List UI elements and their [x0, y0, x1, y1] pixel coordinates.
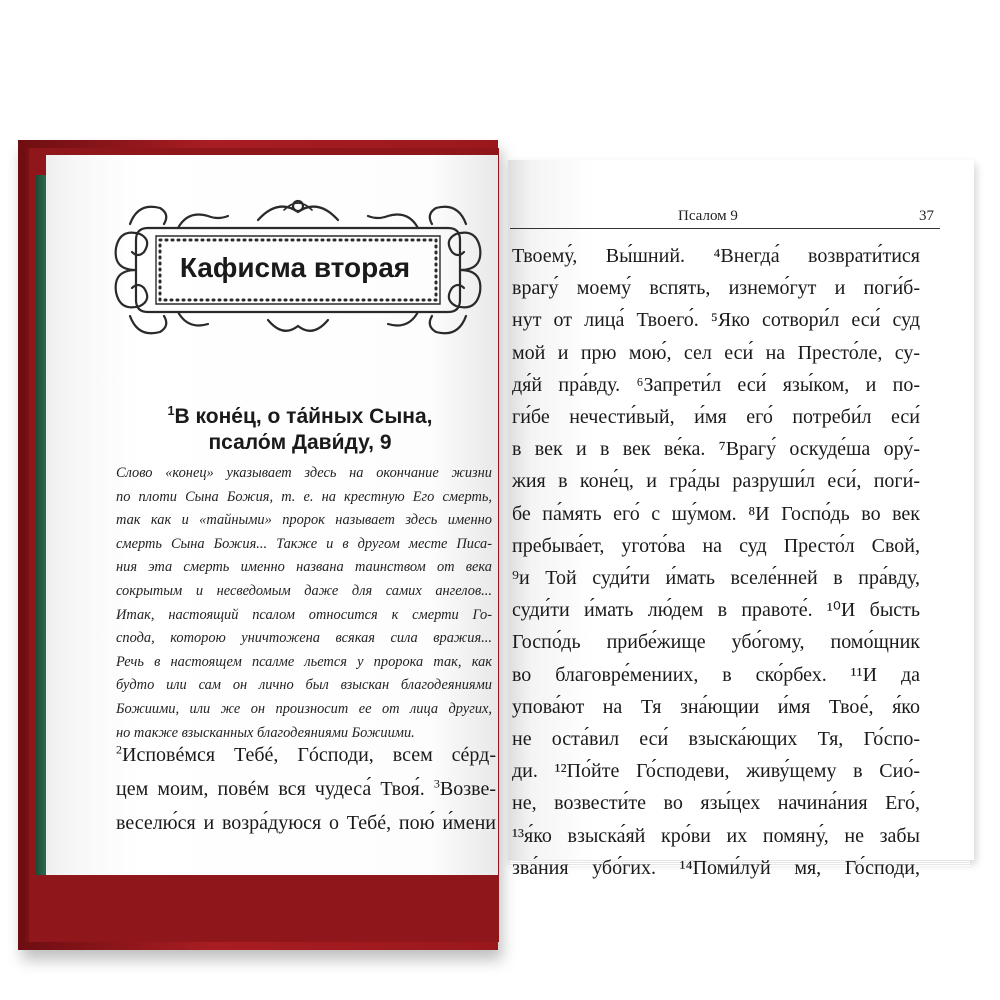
text-line: жия в коне́ц, и гра́ды разруши́л еси́, поги́- — [512, 470, 920, 493]
running-title: Псалом 9 — [678, 208, 738, 224]
text-line: упова́ют на Тя зна́ющии и́мя Твое́, я́ко — [512, 695, 920, 718]
text-line: нут от лица́ Твоего́. ⁵Яко сотвори́л еси́ суд — [512, 309, 920, 332]
text-line: во благовре́мениих, в ско́рбех. ¹¹И да — [512, 663, 920, 686]
commentary-line: спода, которою уничтожена всякая сила вражия... — [116, 630, 492, 647]
commentary-block — [116, 462, 492, 745]
text-line: бе па́мять его́ с шу́мом. ⁸И Госпо́дь во век — [512, 502, 920, 525]
commentary-line: будто или сам он лично был взыскан благодеяниями — [116, 677, 492, 694]
left-verse-text — [116, 738, 496, 840]
text-line: ги́бе нечести́вый, и́мя его́ потреби́л еси́ — [512, 406, 920, 429]
text-line: ¹³я́ко взыска́яй кро́ви их помяну́, не забы — [512, 824, 920, 847]
text-line: Госпо́дь прибе́жище убо́гому, помо́щник — [512, 631, 920, 654]
text-line: Твоему́, Вы́шний. ⁴Внегда́ возврати́тися — [512, 245, 920, 267]
commentary-line: Итак, настоящий псалом относится к смерти Го- — [116, 606, 492, 623]
text-line: дя́й пра́вду. ⁶Запрети́л еси́ язы́ком, и по- — [512, 373, 920, 396]
page-number: 37 — [919, 208, 934, 224]
commentary-line: сокрытым и несведомым даже для самих ангелов... — [116, 582, 492, 599]
verse-number: 3 — [433, 776, 440, 791]
text-line: ⁹и Той суди́ти и́мать вселе́нней в пра́вду, — [512, 567, 920, 590]
commentary-line: но также взысканных благодеяниями Божиими. — [116, 724, 415, 741]
text-line: суди́ти и́мать лю́дем в правоте́. ¹⁰И бысть — [512, 599, 920, 622]
verse-number: 2 — [116, 742, 122, 757]
text-line: пребыва́ет, угото́ва на суд Престо́л Свой, — [512, 534, 920, 557]
commentary-line: ния эта смерть именно названа таинством от века — [116, 559, 492, 576]
running-head — [510, 206, 940, 229]
kathisma-title: Кафисма вторая — [179, 252, 411, 283]
psalm-heading-line-2: псало́м Дави́ду, 9 — [208, 431, 392, 454]
commentary-line: так как и «тайными» пророк называет здесь именно — [116, 512, 492, 529]
commentary-line: смерть Сына Божия... Также и в другом месте Писа- — [116, 535, 492, 552]
verse-line: цем моим, повéм вся чудеса́ Твоя́. $^3$Возве- — [116, 776, 496, 800]
text-line: не, возвести́те во язы́цех начина́ния Его́, — [512, 792, 920, 815]
commentary-line: Слово «конец» указывает здесь на окончание жизни — [116, 465, 492, 481]
psalm-heading-line-1: В коне́ц, о та́йных Сына, — [174, 405, 433, 428]
text-line: мой и прю мою́, сел еси́ на Престо́ле, су- — [512, 341, 920, 364]
text-line: зва́ния убо́гих. ¹⁴Поми́луй мя, Го́споди, — [512, 856, 920, 879]
verse-number: 1 — [167, 404, 175, 418]
verse-line: веселю́ся и возра́дуюся о Тебé, пою́ и́мени — [116, 812, 496, 834]
text-line: не оста́вил еси́ взыска́ющих Тя, Го́спо- — [512, 728, 920, 751]
psalm-heading — [150, 404, 450, 456]
commentary-line: Речь в настоящем псалме льется у пророка так, как — [116, 653, 492, 670]
commentary-line: Божиими, или же он произносит ее от лица других, — [116, 700, 492, 717]
text-line: ди. ¹²По́йте Го́сподеви, живу́щему в Сио́- — [512, 760, 920, 783]
commentary-line: по плоти Сына Божия, т. е. на крестную Его смерть, — [116, 488, 492, 505]
text-line: врагу́ моему́ вспять, изнемо́гут и поги́б- — [512, 277, 920, 300]
right-page-text — [512, 240, 920, 884]
text-line: в век и в век ве́ка. ⁷Врагу́ оскуде́ша ору́- — [512, 438, 920, 461]
verse-line: $^2$Исповéмся Тебé, Гóсподи, всем сéрд- — [116, 742, 496, 766]
